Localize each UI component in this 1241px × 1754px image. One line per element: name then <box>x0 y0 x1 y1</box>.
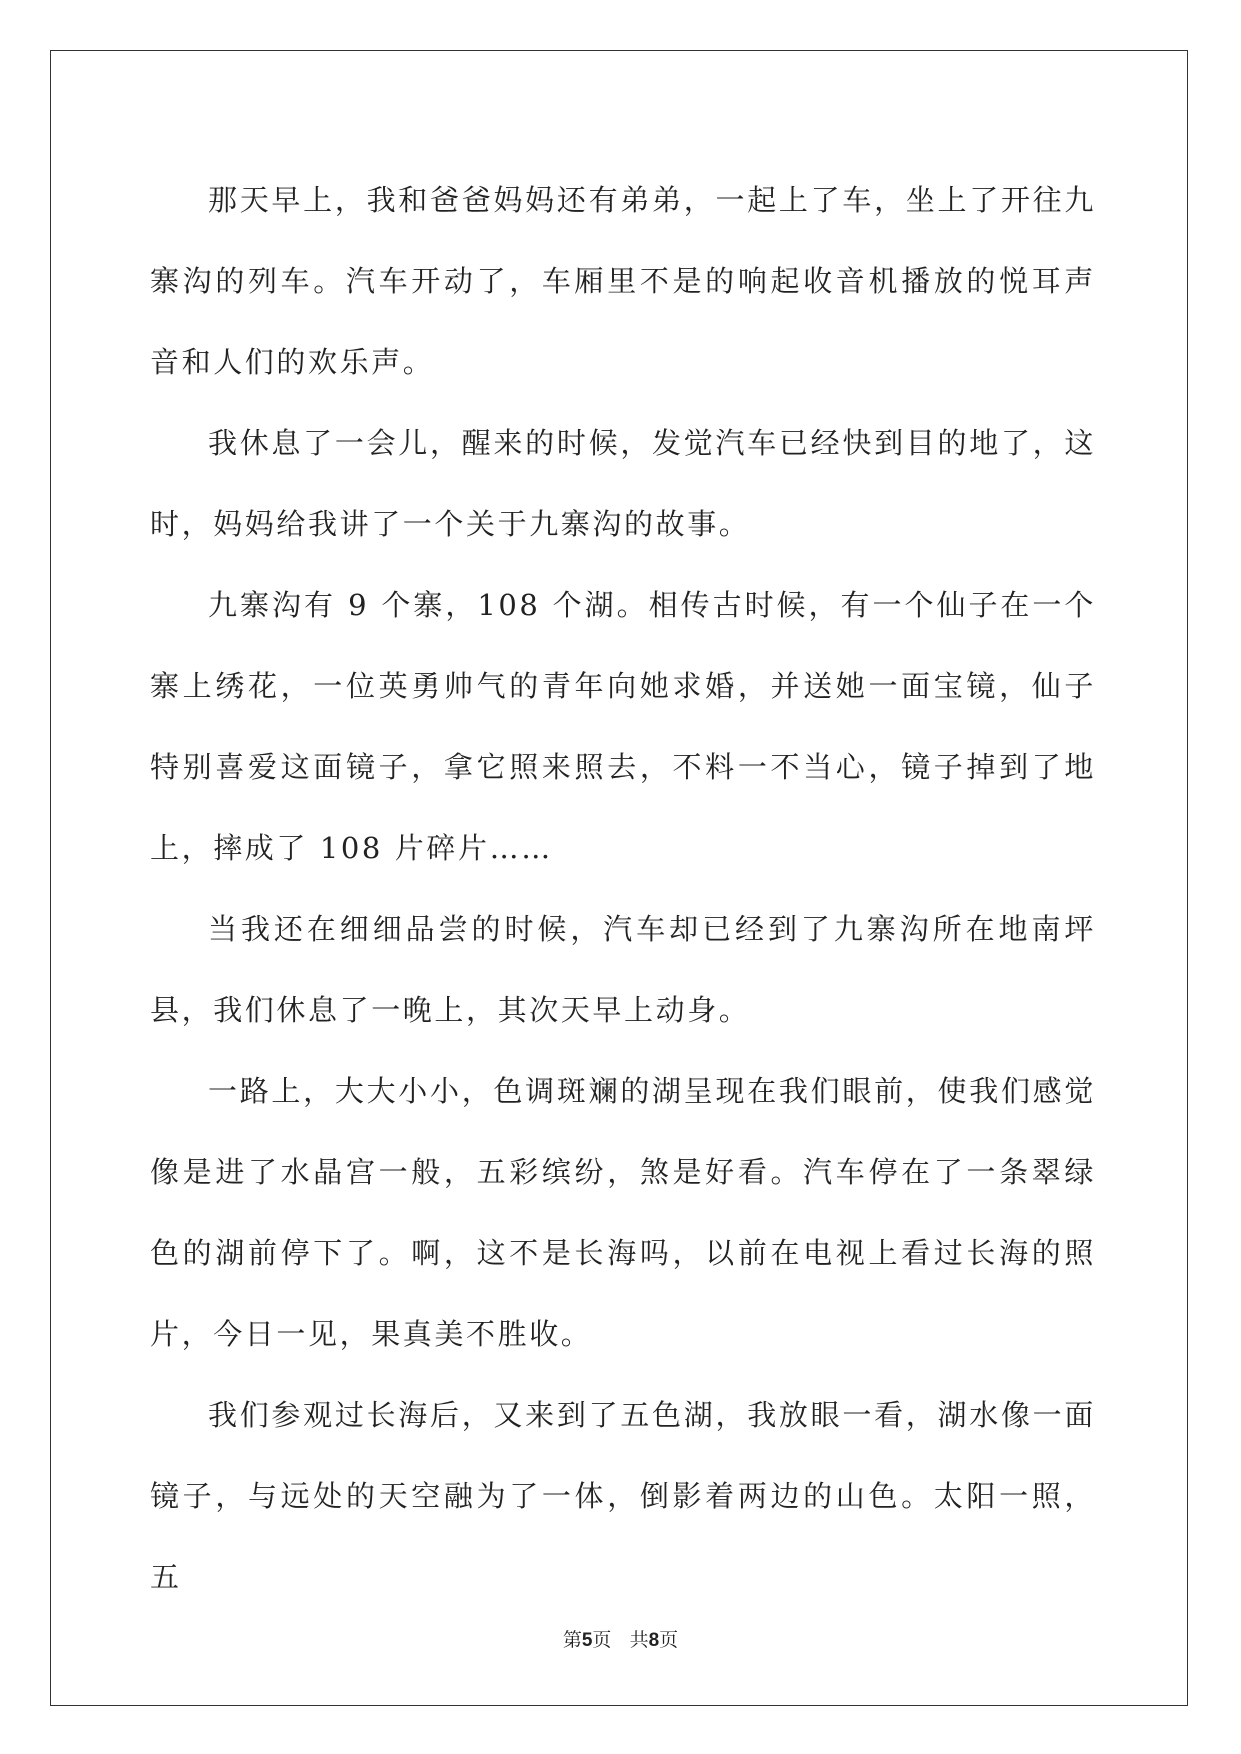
document-body <box>150 160 1096 1618</box>
page-prefix: 第 <box>562 1629 582 1651</box>
paragraph: 九寨沟有 9 个寨，108 个湖。相传古时候，有一个仙子在一个寨上绣花，一位英勇帅气的青年向她求婚，并送她一面宝镜，仙子特别喜爱这面镜子，拿它照来照去，不料一不当心，镜子掉到了地上，摔成了 108 片碎片…… <box>150 588 1096 865</box>
total-suffix: 页 <box>659 1629 679 1651</box>
total-page-number: 8 <box>648 1630 660 1651</box>
page-suffix: 页 <box>592 1629 612 1651</box>
total-prefix: 共 <box>629 1629 649 1651</box>
paragraph: 我们参观过长海后，又来到了五色湖，我放眼一看，湖水像一面镜子，与远处的天空融为了一体，倒影着两边的山色。太阳一照，五 <box>150 1398 1096 1594</box>
current-page-number: 5 <box>581 1630 593 1651</box>
paragraph: 一路上，大大小小，色调斑斓的湖呈现在我们眼前，使我们感觉像是进了水晶宫一般，五彩缤纷，煞是好看。汽车停在了一条翠绿色的湖前停下了。啊，这不是长海吗，以前在电视上看过长海的照片，今日一见，果真美不胜收。 <box>150 1074 1096 1351</box>
page-footer <box>0 1625 1241 1652</box>
paragraph: 那天早上，我和爸爸妈妈还有弟弟，一起上了车，坐上了开往九寨沟的列车。汽车开动了，车厢里不是的响起收音机播放的悦耳声音和人们的欢乐声。 <box>150 183 1096 379</box>
paragraph: 我休息了一会儿，醒来的时候，发觉汽车已经快到目的地了，这时，妈妈给我讲了一个关于九寨沟的故事。 <box>150 426 1096 541</box>
paragraph: 当我还在细细品尝的时候，汽车却已经到了九寨沟所在地南坪县，我们休息了一晚上，其次天早上动身。 <box>150 912 1096 1027</box>
